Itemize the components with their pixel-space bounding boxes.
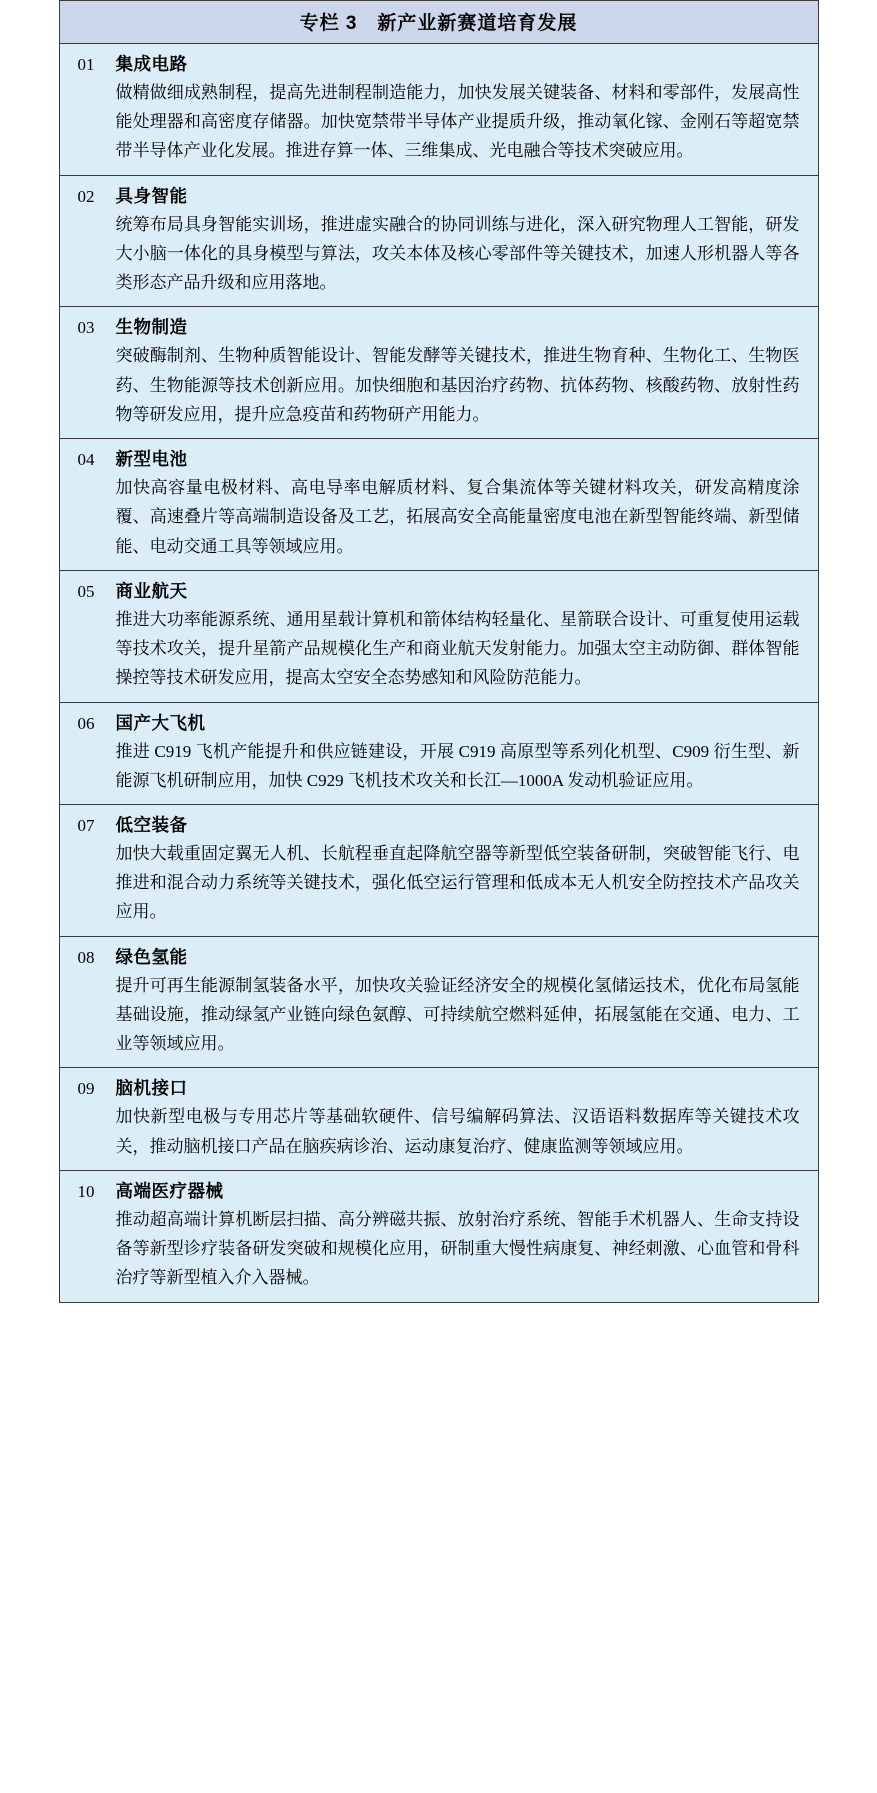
list-item (60, 805, 818, 937)
item-body: 突破酶制剂、生物种质智能设计、智能发酵等关键技术，推进生物育种、生物化工、生物医药、生物能源等技术创新应用。加快细胞和基因治疗药物、抗体药物、核酸药物、放射性药物等研发应用，提升应急疫苗和药物研产用能力。 (115, 346, 800, 424)
item-title: 集成电路 (115, 54, 188, 74)
item-header (78, 1178, 800, 1203)
item-body: 加快高容量电极材料、高电导率电解质材料、复合集流体等关键材料攻关，研发高精度涂覆、高速叠片等高端制造设备及工艺，拓展高安全高能量密度电池在新型智能终端、新型储能、电动交通工具等领域应用。 (115, 478, 800, 556)
list-item (60, 44, 818, 176)
item-body: 推进大功率能源系统、通用星载计算机和箭体结构轻量化、星箭联合设计、可重复使用运载等技术攻关，提升星箭产品规模化生产和商业航天发射能力。加强太空主动防御、群体智能操控等技术研发应用，提高太空安全态势感知和风险防范能力。 (115, 609, 800, 688)
item-header (78, 314, 800, 339)
item-header (78, 51, 800, 76)
item-number: 03 (77, 318, 95, 338)
item-title: 低空装备 (115, 814, 188, 835)
item-title: 新型电池 (115, 449, 188, 470)
list-item (60, 307, 818, 439)
item-title: 脑机接口 (115, 1078, 188, 1099)
item-number: 04 (77, 450, 95, 470)
item-number: 09 (77, 1079, 95, 1099)
item-body: 推动超高端计算机断层扫描、高分辨磁共振、放射治疗系统、智能手术机器人、生命支持设备等新型诊疗装备研发突破和规模化应用，研制重大慢性病康复、神经刺激、心血管和骨科治疗等新型植入介入器械。 (115, 1209, 800, 1288)
item-body: 加快新型电极与专用芯片等基础软硬件、信号编解码算法、汉语语料数据库等关键技术攻关，推动脑机接口产品在脑疾病诊治、运动康复治疗、健康监测等领域应用。 (115, 1107, 800, 1156)
item-body: 做精做细成熟制程，提高先进制程制造能力，加快发展关键装备、材料和零部件，发展高性能处理器和高密度存储器。加快宽禁带半导体产业提质升级，推动氧化镓、金刚石等超宽禁带半导体产业化发展。推进存算一体、三维集成、光电融合等技术突破应用。 (115, 83, 800, 161)
item-title: 高端医疗器械 (115, 1180, 224, 1201)
item-number: 07 (77, 815, 95, 835)
item-title: 生物制造 (115, 317, 188, 338)
list-item (60, 176, 818, 308)
item-number: 08 (77, 947, 95, 967)
item-number: 05 (77, 581, 95, 601)
item-header (78, 812, 800, 837)
item-number: 10 (77, 1181, 95, 1201)
item-header (78, 183, 800, 208)
item-header (78, 1075, 800, 1100)
list-item (60, 439, 818, 571)
list-item (60, 703, 818, 805)
item-header (78, 710, 800, 735)
item-header (78, 944, 800, 969)
item-number: 02 (77, 186, 95, 206)
item-body: 统筹布局具身智能实训场，推进虚实融合的协同训练与进化，深入研究物理人工智能，研发大小脑一体化的具身模型与算法，攻关本体及核心零部件等关键技术，加速人形机器人等各类形态产品升级和应用落地。 (115, 214, 800, 293)
item-title: 绿色氢能 (115, 946, 188, 967)
item-body: 推进 C919 飞机产能提升和供应链建设，开展 C919 高原型等系列化机型、C909 衍生型、新能源飞机研制应用，加快 C929 飞机技术攻关和长江—1000A 发动机验证应用。 (115, 741, 800, 790)
list-item (60, 1171, 818, 1302)
list-item (60, 571, 818, 703)
item-body: 提升可再生能源制氢装备水平，加快攻关验证经济安全的规模化氢储运技术，优化布局氢能基础设施，推动绿氢产业链向绿色氨醇、可持续航空燃料延伸，拓展氢能在交通、电力、工业等领域应用。 (115, 975, 800, 1054)
item-header (78, 578, 800, 603)
item-header (78, 446, 800, 471)
list-item (60, 937, 818, 1069)
item-title: 商业航天 (115, 580, 188, 601)
box-title: 专栏 3 新产业新赛道培育发展 (60, 1, 818, 44)
item-body: 加快大载重固定翼无人机、长航程垂直起降航空器等新型低空装备研制，突破智能飞行、电推进和混合动力系统等关键技术，强化低空运行管理和低成本无人机安全防控技术产品攻关应用。 (115, 843, 800, 922)
item-title: 国产大飞机 (115, 712, 206, 733)
item-number: 06 (77, 713, 95, 733)
item-title: 具身智能 (115, 185, 188, 206)
feature-box-3 (59, 0, 819, 1303)
list-item (60, 1068, 818, 1170)
item-number: 01 (77, 55, 95, 74)
